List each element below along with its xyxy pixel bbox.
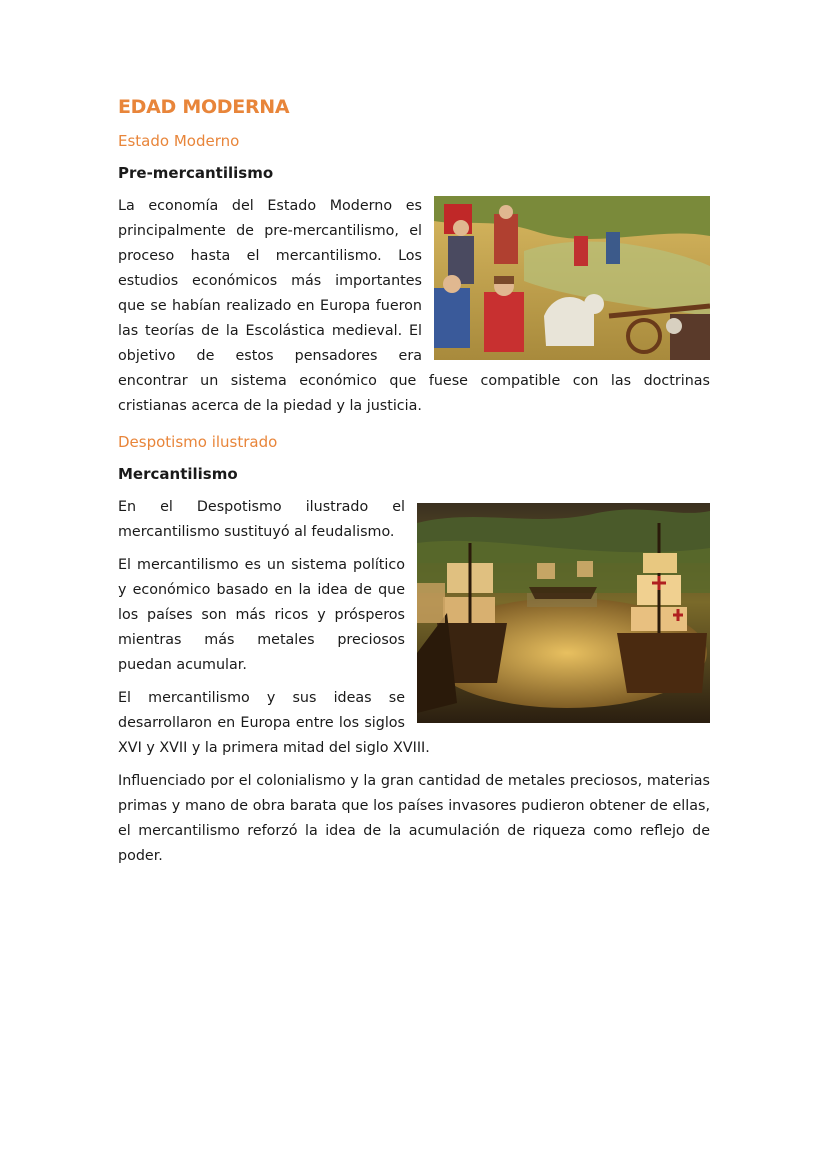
paragraph-pre-mercantilismo: La economía del Estado Moderno es principalmente de pre-mercantilismo, el proceso hasta el mercantilismo. Los estudios económicos más importantes que se habían realizado en Europa fueron las teorías de la Escolástica medieval. El objetivo de estos pensadores era encontrar un sistema económico que fuese compatible con las doctrinas cristianas acerca de la piedad y la justicia. — [118, 198, 710, 414]
medieval-farming-image — [434, 196, 710, 360]
document-title: EDAD MODERNA — [118, 96, 290, 118]
paragraph-mercantilismo-4: Influenciado por el colonialismo y la gran cantidad de metales preciosos, materias primas y mano de obra barata que los países invasores pudieron obtener de ellas, el mercantilismo reforzó la idea de la acumulación de riqueza como reflejo de poder. — [118, 773, 710, 864]
paragraph-mercantilismo-2: El mercantilismo es un sistema político y económico basado en la idea de que los países son más ricos y prósperos mientras más metales preciosos puedan acumular. — [118, 557, 405, 673]
subheading-mercantilismo: Mercantilismo — [118, 465, 238, 483]
document-page — [118, 96, 710, 877]
paragraph-mercantilismo-1: En el Despotismo ilustrado el mercantilismo sustituyó al feudalismo. — [118, 499, 405, 540]
section-heading-despotismo-ilustrado: Despotismo ilustrado — [118, 433, 278, 451]
sailing-ships-image — [417, 503, 710, 723]
section-heading-estado-moderno: Estado Moderno — [118, 132, 240, 150]
subheading-pre-mercantilismo: Pre-mercantilismo — [118, 164, 274, 182]
paragraph-mercantilismo-3: El mercantilismo y sus ideas se desarrollaron en Europa entre los siglos XVI y XVII y la primera mitad del siglo XVIII. — [118, 690, 430, 756]
